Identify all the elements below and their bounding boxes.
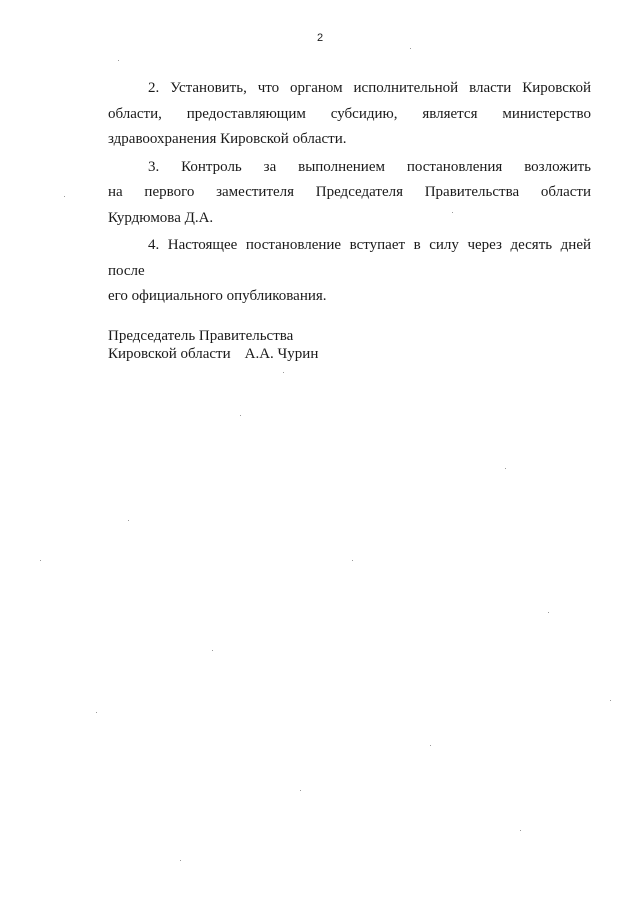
- paragraph-line: области, предоставляющим субсидию, является министерство: [108, 105, 591, 122]
- paragraph-line: его официального опубликования.: [108, 288, 327, 304]
- paragraph-line: Курдюмова Д.А.: [108, 209, 214, 226]
- signatory-name: А.А. Чурин: [244, 346, 319, 362]
- paragraph-line: 3. Контроль за выполнением постановления возложить: [148, 158, 591, 175]
- signatory-region-line: [108, 345, 318, 363]
- signatory-region: Кировской области: [108, 346, 231, 362]
- paragraph-4: [108, 233, 591, 310]
- document-body: [108, 76, 591, 312]
- signature-block: [108, 327, 318, 363]
- paragraph-line: 4. Настоящее постановление вступает в силу через десять дней после: [108, 237, 591, 279]
- page-number: 2: [316, 32, 324, 44]
- paragraph-line: 2. Установить, что органом исполнительной власти Кировской: [148, 80, 591, 96]
- paragraph-line: здравоохранения Кировской области.: [108, 131, 347, 147]
- paragraph-line: на первого заместителя Председателя Правительства области: [108, 184, 591, 200]
- paragraph-3: [108, 155, 591, 232]
- signatory-position: Председатель Правительства: [108, 328, 294, 344]
- paragraph-2: [108, 76, 591, 153]
